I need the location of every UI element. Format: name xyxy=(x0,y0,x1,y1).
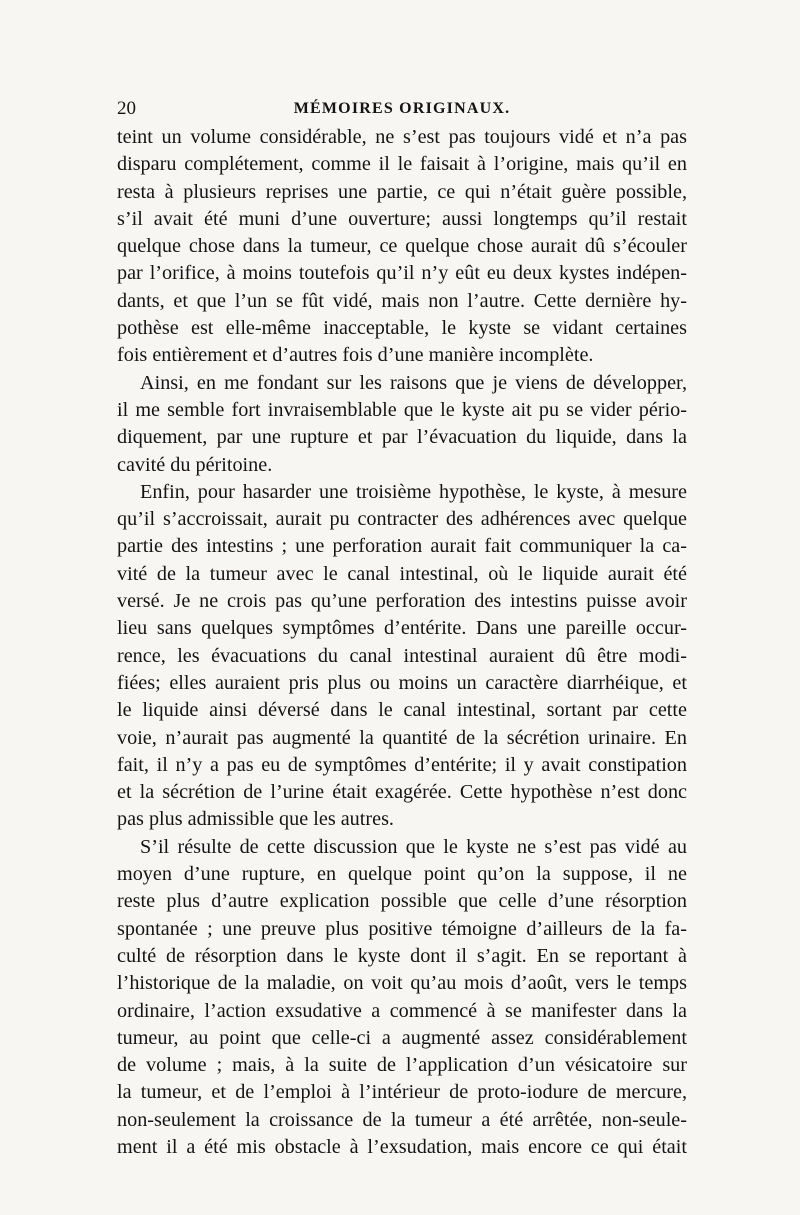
text-line: pothèse est elle-même inacceptable, le kyste se vidant certaines xyxy=(117,317,687,340)
text-line: l’historique de la maladie, on voit qu’au mois d’août, vers le temps xyxy=(117,972,687,995)
text-line: disparu complétement, comme il le faisait à l’origine, mais qu’il en xyxy=(117,153,687,176)
text-line: ment il a été mis obstacle à l’exsudation, mais encore ce qui était xyxy=(117,1135,687,1158)
text-line: vité de la tumeur avec le canal intestinal, où le liquide aurait été xyxy=(117,562,687,585)
paragraph-first-line: Ainsi, en me fondant sur les raisons que je viens de développer, xyxy=(140,371,687,394)
text-line: dants, et que l’un se fût vidé, mais non l’autre. Cette dernière hy- xyxy=(117,289,687,312)
text-line: non-seulement la croissance de la tumeur a été arrêtée, non-seule- xyxy=(117,1108,687,1131)
text-line: lieu sans quelques symptômes d’entérite. Dans une pareille occur- xyxy=(117,617,687,640)
text-line: voie, n’aurait pas augmenté la quantité de la sécrétion urinaire. En xyxy=(117,726,687,749)
text-line: fois entièrement et d’autres fois d’une manière incomplète. xyxy=(117,344,594,367)
paragraph-first-line: Enfin, pour hasarder une troisième hypothèse, le kyste, à mesure xyxy=(140,480,687,503)
text-line: spontanée ; une preuve plus positive témoigne d’ailleurs de la fa- xyxy=(117,917,687,940)
text-line: quelque chose dans la tumeur, ce quelque chose aurait dû s’écouler xyxy=(117,235,687,258)
text-line: par l’orifice, à moins toutefois qu’il n’y eût eu deux kystes indépen- xyxy=(117,262,687,285)
text-line: de volume ; mais, à la suite de l’application d’un vésicatoire sur xyxy=(117,1054,687,1077)
text-line: fait, il n’y a pas eu de symptômes d’entérite; il y avait constipation xyxy=(117,753,687,776)
text-line: moyen d’une rupture, en quelque point qu’on la suppose, il ne xyxy=(117,863,687,886)
body-text xyxy=(117,124,687,1161)
text-line: fiées; elles auraient pris plus ou moins un caractère diarrhéique, et xyxy=(117,671,687,694)
text-line: reste plus d’autre explication possible que celle d’une résorption xyxy=(117,890,687,913)
text-line: s’il avait été muni d’une ouverture; aussi longtemps qu’il restait xyxy=(117,207,687,230)
text-line: partie des intestins ; une perforation aurait fait communiquer la ca- xyxy=(117,535,687,558)
text-line: tumeur, au point que celle-ci a augmenté assez considérablement xyxy=(117,1026,687,1049)
text-line: qu’il s’accroissait, aurait pu contracter des adhérences avec quelque xyxy=(117,508,687,531)
text-line: diquement, par une rupture et par l’évacuation du liquide, dans la xyxy=(117,426,687,449)
text-line: pas plus admissible que les autres. xyxy=(117,808,394,831)
paragraph-first-line: S’il résulte de cette discussion que le kyste ne s’est pas vidé au xyxy=(140,835,687,858)
text-line: la tumeur, et de l’emploi à l’intérieur de proto-iodure de mercure, xyxy=(117,1081,687,1104)
text-line: il me semble fort invraisemblable que le kyste ait pu se vider pério- xyxy=(117,398,687,421)
text-line: cavité du péritoine. xyxy=(117,453,273,476)
text-line: le liquide ainsi déversé dans le canal intestinal, sortant par cette xyxy=(117,699,687,722)
text-line: versé. Je ne crois pas qu’une perforation des intestins puisse avoir xyxy=(117,590,687,613)
page-number: 20 xyxy=(117,98,136,119)
text-line: teint un volume considérable, ne s’est pas toujours vidé et n’a pas xyxy=(117,126,687,148)
text-line: ordinaire, l’action exsudative a commencé à se manifester dans la xyxy=(117,999,687,1022)
text-line: resta à plusieurs reprises une partie, ce qui n’était guère possible, xyxy=(117,180,687,203)
page-header xyxy=(117,97,687,121)
text-line: rence, les évacuations du canal intestinal auraient dû être modi- xyxy=(117,644,687,667)
text-line: culté de résorption dans le kyste dont il s’agit. En se reportant à xyxy=(117,944,687,967)
running-title: MÉMOIRES ORIGINAUX. xyxy=(293,100,511,117)
text-line: et la sécrétion de l’urine était exagérée. Cette hypothèse n’est donc xyxy=(117,781,687,804)
